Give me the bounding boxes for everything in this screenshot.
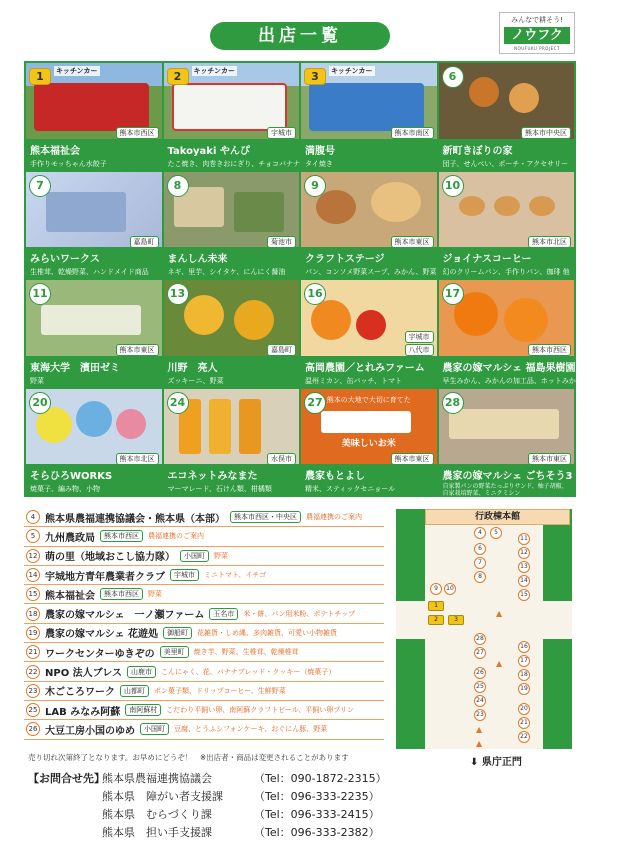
sandwich-image: [449, 409, 559, 439]
booth-items: たこ焼き、肉巻きおにぎり、チョコバナナ: [167, 159, 301, 168]
list-items: 野菜: [214, 551, 228, 560]
booth-name: みらいワークス: [30, 254, 100, 265]
booth-card: [301, 280, 437, 387]
map-road: [396, 601, 572, 639]
booth-number: 7: [29, 175, 51, 197]
map-pin: 28: [474, 633, 486, 645]
arrow-up-icon: ▲: [476, 739, 483, 748]
booth-info: [439, 356, 617, 387]
contact-label: 【お問合せ先】: [28, 772, 105, 785]
list-items: 米・餅、パン用米粉、ポテトチップ: [243, 609, 356, 618]
kitchen-car-icon: 2: [428, 615, 444, 625]
booth-name: まんしん未来: [167, 254, 228, 265]
list-number: 23: [26, 684, 40, 698]
booth-number: 1: [29, 68, 51, 85]
list-number: 19: [26, 626, 40, 640]
juice-bottle-image: [239, 399, 261, 454]
zucchini-flower-image: [184, 295, 224, 335]
booth-number: 17: [442, 283, 464, 305]
map-pin: 8: [474, 571, 486, 583]
list-items: 花雑貨・しめ縄、多肉雑貨、可愛い小物雑貨: [197, 628, 338, 637]
booth-card: [439, 389, 575, 496]
arrow-up-icon: ▲: [476, 725, 483, 734]
list-number: 22: [26, 665, 40, 679]
booth-items: 団子、せんべい、ポーチ・アクセサリー: [442, 159, 569, 168]
notice-text: 売り切れ次第終了となります。お早めにどうぞ！ ※出店者・商品は変更されることがあります: [28, 753, 349, 762]
contact-row: [28, 806, 387, 824]
rice-title: 美味しいお米: [341, 438, 396, 449]
booth-info: [26, 247, 162, 278]
contact-dept: 熊本県農福連携協議会: [102, 772, 212, 785]
booth-name: そらひろWORKS: [30, 471, 113, 482]
booth-info: [164, 464, 300, 495]
list-items: 焼き芋、野菜、生椎茸、乾燥椎茸: [193, 648, 299, 657]
list-item: [24, 566, 384, 585]
booth-items: ズッキーニ、野菜: [167, 376, 224, 385]
list-name: 熊本福祉会: [45, 590, 95, 602]
contact-row: [28, 770, 387, 788]
list-area: 熊本市西区: [100, 588, 143, 600]
list-item: [24, 508, 384, 527]
booth-number: 8: [167, 175, 189, 197]
booth-items: マーマレード、石けん類、柑橘類: [167, 485, 272, 493]
kitchen-car-icon: 1: [428, 601, 444, 611]
map-pin: 5: [490, 527, 502, 539]
contact-tel: （Tel：096-333-2415）: [254, 808, 380, 821]
area-badge: 宇城市: [405, 331, 434, 343]
map-pin: 24: [474, 695, 486, 707]
list-name: 熊本県農福連携協議会・熊本県（本部）: [45, 513, 225, 525]
booth-items: 生椎茸、乾燥野菜、ハンドメイド商品: [30, 268, 149, 276]
arrow-up-icon: ▲: [496, 659, 503, 668]
booth-name: 農家の嫁マルシェ 福島果樹園: [442, 362, 576, 374]
booth-info: [301, 139, 437, 170]
contact-row: [28, 788, 387, 806]
kitchen-car-image: [309, 83, 424, 131]
list-name: 農家の嫁マルシェ 一ノ瀬ファーム: [45, 610, 205, 622]
list-area: 山鹿市: [127, 666, 156, 678]
list-item: [24, 547, 384, 566]
area-badge: 水俣市: [267, 453, 296, 465]
contact-tel: （Tel：096-333-2382）: [254, 826, 380, 839]
logo-name: ノウフク: [504, 27, 570, 44]
list-area: 美里町: [160, 646, 189, 658]
cream-bread-image: [529, 196, 555, 216]
booth-info: [164, 356, 300, 387]
booth-name: 川野 亮人: [167, 362, 218, 374]
booth-info: [164, 247, 300, 278]
booth-name: エコネットみなまた: [167, 471, 258, 482]
area-badge: 熊本市南区: [391, 127, 434, 139]
map-pin: 18: [518, 669, 530, 681]
booth-name: 農家もとよし: [305, 471, 365, 482]
list-number: 26: [26, 722, 40, 736]
map-pin: 27: [474, 647, 486, 659]
booth-number: 13: [167, 283, 189, 305]
arrow-down-icon: ⬇: [470, 757, 479, 768]
map-pin: 9: [430, 583, 442, 595]
area-badge: 熊本市北区: [528, 236, 571, 248]
cream-bread-image: [494, 196, 520, 216]
kitchen-car-icon: 3: [448, 615, 464, 625]
booth-name: Takoyaki やんぴ: [167, 145, 250, 157]
rice-bags-image: [321, 411, 411, 433]
map-pin: 12: [518, 547, 530, 559]
list-item: [24, 624, 384, 643]
contact-dept: 熊本県 障がい者支援課: [102, 790, 223, 803]
map-pin: 6: [474, 543, 486, 555]
map-pin: 26: [474, 667, 486, 679]
booth-card: [439, 172, 575, 279]
booth-items: 幻のクリームパン、手作りパン、珈琲 他: [442, 268, 570, 276]
map-pin: 20: [518, 703, 530, 715]
list-area: 南阿蘇村: [125, 704, 161, 716]
booth-items: タイ焼き: [305, 159, 333, 168]
area-badge: 熊本市東区: [391, 236, 434, 248]
booth-items: 温州ミカン、缶バッチ、トマト: [305, 376, 402, 385]
cream-bread-image: [459, 196, 485, 216]
header: [0, 0, 600, 60]
area-badge: 八代市: [405, 344, 434, 356]
list-number: 15: [26, 587, 40, 601]
kitchen-car-label: キッチンカー: [193, 67, 236, 75]
rice-tagline: 熊本の大地で大切に育てた: [326, 395, 411, 404]
mandarin-image: [311, 300, 351, 340]
gate-label: 県庁正門: [481, 757, 522, 768]
list-items: 野菜: [148, 590, 162, 599]
kitchen-car-image: [172, 83, 287, 131]
booth-card: [301, 389, 437, 496]
area-badge: 熊本市東区: [116, 344, 159, 356]
area-badge: 嘉島町: [130, 236, 159, 248]
booth-number: 3: [304, 68, 326, 85]
booth-name: 農家の嫁マルシェ ごちそう3: [442, 471, 573, 482]
list-area: 熊本市西区・中央区: [230, 511, 301, 523]
list-item: [24, 662, 384, 681]
booth-card: [301, 172, 437, 279]
list-number: 14: [26, 568, 40, 582]
kitchen-car-image: [34, 83, 149, 131]
logo-subtitle: NOUFUKU PROJECT: [514, 46, 560, 51]
booth-info: [439, 139, 575, 170]
booth-number: 24: [167, 392, 189, 414]
booth-info: [164, 139, 300, 170]
booth-info: [301, 247, 437, 278]
booth-name: 新町きぼりの家: [442, 145, 513, 157]
contact-tel: （Tel：090-1872-2315）: [254, 772, 387, 785]
list-items: 豆腐、とうふシフォンケーキ、おぐにん豚、野菜: [174, 725, 328, 734]
booth-grid: [24, 61, 617, 497]
map-pin: 22: [518, 731, 530, 743]
list-items: こだわり平飼い卵、南阿蘇クラフトビール、平飼い卵プリン: [166, 706, 354, 715]
booth-number: 27: [304, 392, 326, 414]
map-pin: 21: [518, 717, 530, 729]
list-item: [24, 604, 384, 623]
map-pin: 19: [518, 683, 530, 695]
booth-info: [26, 139, 162, 170]
soup-image: [371, 182, 421, 222]
map-pin: 11: [518, 533, 530, 545]
list-item: [24, 585, 384, 604]
booth-number: 20: [29, 392, 51, 414]
vegetables-image: [234, 192, 284, 232]
booth-card: [164, 389, 300, 496]
booth-items: パン、コンソメ野菜スープ、みかん、野菜: [305, 268, 437, 276]
booth-info: [439, 247, 575, 278]
map-pin: 13: [518, 561, 530, 573]
booth-number: 2: [167, 68, 189, 85]
list-area: 宇城市: [170, 569, 199, 581]
leeks-image: [41, 305, 141, 335]
map-pin: 4: [474, 527, 486, 539]
booth-card: [164, 280, 300, 387]
map-pin: 15: [518, 589, 530, 601]
list-area: 小国町: [180, 550, 209, 562]
list-items: ポン菓子類、ドリップコーヒー、生鮮野菜: [154, 686, 286, 695]
map-pin: 16: [518, 641, 530, 653]
booth-number: 9: [304, 175, 326, 197]
list-number: 18: [26, 607, 40, 621]
juice-bottle-image: [209, 399, 231, 454]
list-name: ワークセンターゆきぞの: [45, 648, 155, 660]
booth-number: 11: [29, 283, 51, 305]
booth-number: 28: [442, 392, 464, 414]
booth-card: [439, 280, 617, 387]
map-pin: 23: [474, 709, 486, 721]
booth-info: [26, 464, 162, 495]
map-pin: 17: [518, 655, 530, 667]
list-name: 九州農政局: [45, 532, 95, 544]
area-badge: 菊池市: [267, 236, 296, 248]
list-name: 萌の里（地域おこし協力隊）: [45, 552, 175, 564]
list-item: [24, 720, 384, 739]
zucchini-flower-image: [234, 300, 274, 340]
list-name: LAB みなみ阿蘇: [45, 706, 121, 718]
list-number: 5: [26, 529, 40, 543]
list-items: 農福連携のご案内: [306, 513, 362, 522]
map-pin: 10: [444, 583, 456, 595]
list-number: 4: [26, 510, 40, 524]
list-name: 宇城地方青年農業者クラブ: [45, 571, 165, 583]
area-badge: 熊本市西区: [116, 127, 159, 139]
list-item: [24, 701, 384, 720]
list-name: 農家の嫁マルシェ 花遊処: [45, 629, 159, 641]
map-pin: 25: [474, 681, 486, 693]
booth-number: 10: [442, 175, 464, 197]
list-items: ミニトマト、イチゴ: [204, 571, 267, 580]
list-item: [24, 527, 384, 546]
booth-number: 16: [304, 283, 326, 305]
list-item: [24, 643, 384, 662]
booth-card: [26, 63, 162, 170]
list-items: 農福連携のご案内: [148, 532, 204, 541]
senbei-image: [509, 83, 539, 113]
booth-items: 早生みかん、みかんの加工品、ホットみかんジンジャー: [442, 376, 617, 385]
map-gate-label: [470, 753, 522, 768]
map-pin: 7: [474, 557, 486, 569]
crafts-image: [46, 192, 126, 232]
booth-name: 東海大学 濱田ゼミ: [30, 362, 120, 374]
list-number: 25: [26, 703, 40, 717]
contact-section: [28, 770, 387, 842]
booth-info: [439, 464, 575, 495]
list-item: [24, 682, 384, 701]
list-number: 21: [26, 645, 40, 659]
list-name: 木ごころワーク: [45, 687, 115, 699]
booth-number: 6: [442, 66, 464, 88]
booth-name: 満腹号: [305, 145, 335, 157]
booth-name: ジョイナスコーヒー: [442, 254, 532, 265]
list-items: こんにゃく、花、バナナブレッド・クッキー（焼菓子）: [160, 667, 336, 676]
booth-items: 精米、スティックセニョール: [305, 485, 396, 493]
booth-info: [301, 356, 437, 387]
tomato-image: [356, 310, 386, 340]
booth-card: [439, 63, 575, 170]
knit-toy-image: [76, 401, 112, 437]
booth-name: クラフトステージ: [305, 254, 385, 265]
area-badge: 熊本市東区: [391, 453, 434, 465]
list-area: 玉名市: [209, 608, 238, 620]
contact-dept: 熊本県 担い手支援課: [102, 826, 212, 839]
booth-info: [301, 464, 437, 495]
booth-card: [164, 172, 300, 279]
knit-toy-image: [116, 409, 146, 439]
contact-dept: 熊本県 むらづくり課: [102, 808, 212, 821]
list-area: 小国町: [140, 723, 169, 735]
kitchen-car-label: キッチンカー: [56, 67, 98, 75]
arrow-up-icon: ▲: [496, 609, 503, 618]
area-badge: 嘉島町: [267, 344, 296, 356]
area-badge: 熊本市西区: [528, 344, 571, 356]
venue-map: [396, 509, 572, 749]
booth-card: [26, 172, 162, 279]
logo-tagline: みんなで耕そう!: [511, 16, 563, 24]
contact-tel: （Tel：096-333-2235）: [254, 790, 380, 803]
list-area: 御船町: [163, 627, 192, 639]
map-pin: 14: [518, 575, 530, 587]
map-building-label: 行政棟本館: [425, 509, 570, 525]
area-badge: 熊本市東区: [528, 453, 571, 465]
booth-card: [26, 389, 162, 496]
noufuku-logo: [499, 12, 575, 54]
booth-name: 高岡農園／とれみファーム: [305, 362, 425, 374]
area-badge: 熊本市北区: [116, 453, 159, 465]
area-badge: 熊本市中央区: [521, 127, 571, 139]
bread-image: [316, 190, 356, 224]
booth-items: 焼菓子、編み物、小物: [30, 485, 100, 493]
exhibitor-list: [24, 508, 384, 740]
booth-items: 手作りモッちゃん水餃子: [30, 159, 107, 168]
booth-name: 熊本福祉会: [30, 145, 80, 157]
booth-card: [164, 63, 300, 170]
list-name: 大豆工房小国のゆめ: [45, 725, 135, 737]
list-area: 山都町: [120, 685, 149, 697]
booth-card: [26, 280, 162, 387]
mandarin-image: [504, 298, 548, 342]
list-number: 12: [26, 549, 40, 563]
booth-info: [26, 356, 162, 387]
booth-items: 自家製パンの野菜たっぷりサンド、柚子胡椒、自家栽培野菜、ミニクミシン: [442, 483, 568, 497]
area-badge: 宇城市: [267, 127, 296, 139]
booth-items: 野菜: [30, 376, 44, 385]
contact-row: [28, 824, 387, 842]
kitchen-car-label: キッチンカー: [331, 67, 373, 75]
booth-items: ネギ、里芋、シイタケ、にんにく醤油: [167, 268, 286, 276]
list-name: NPO 法人ブレス: [45, 668, 122, 680]
booth-card: [301, 63, 437, 170]
list-area: 熊本市西区: [100, 530, 143, 542]
dango-image: [469, 77, 499, 107]
page-title: 出店一覧: [210, 22, 390, 50]
